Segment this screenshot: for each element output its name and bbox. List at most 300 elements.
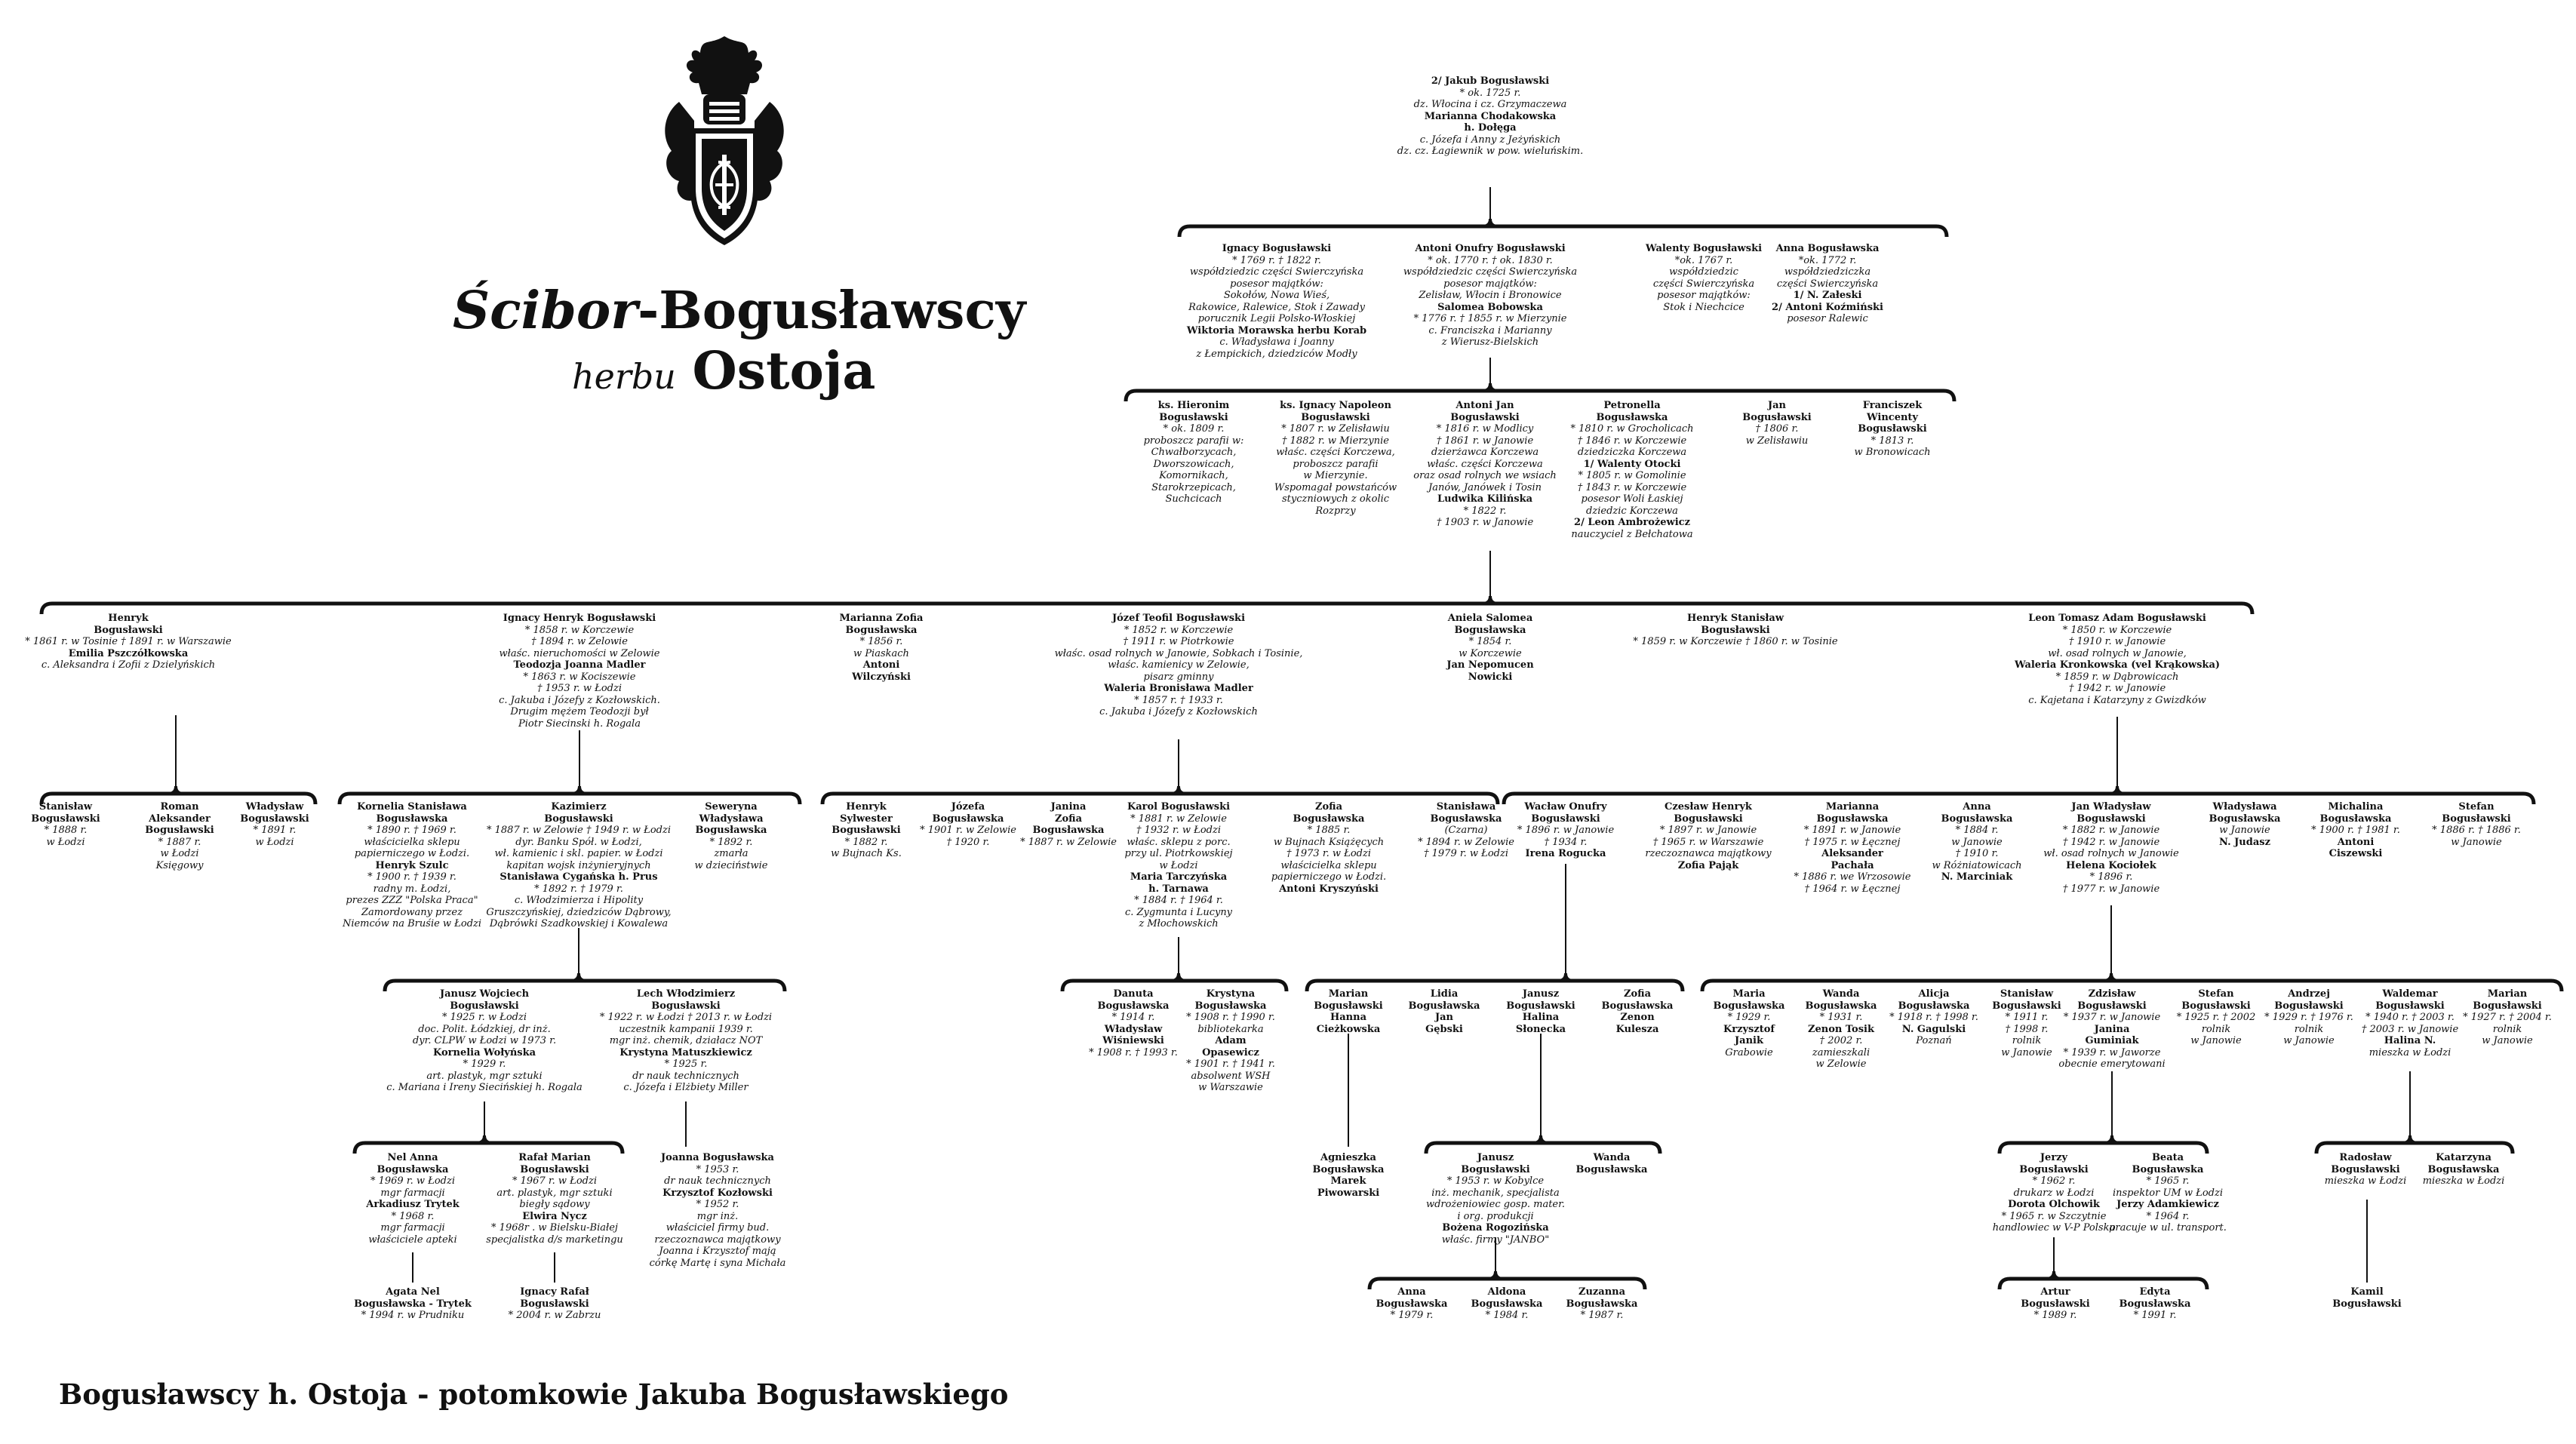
person-line: Lech Włodzimierz [636,988,736,1000]
person-line: c. Jakuba i Józefy z Kozłowskich [1099,706,1258,717]
person-ignacy [1187,243,1366,360]
person-line: Radosław [2339,1152,2392,1163]
person-line: Rozprzy [1315,505,1356,517]
person-line: Marian [2487,988,2528,1000]
person-line: rolnik [2492,1023,2522,1035]
person-line: Bogusławski [1159,411,1228,423]
person-line: Rakowice, Ralewice, Stok i Zawady [1188,301,1365,313]
person-line: rzeczoznawca majątkowy [1645,848,1772,859]
person-line: Aniela Salomea [1447,613,1533,624]
person-line: mgr farmacji [380,1222,445,1234]
person-line: * 1962 r. [2032,1175,2076,1187]
person-line: dziedziczka Korczewa [1577,447,1687,458]
person-line: * 1886 r. † 1886 r. [2432,825,2521,836]
person-line: * ok. 1809 r. [1163,423,1225,435]
person-line: c. Kajetana i Katarzyny z Gwizdków [2028,694,2206,706]
person-line: obecnie emerytowani [2058,1058,2166,1070]
person-line: Bogusławski [2331,1163,2400,1175]
person-line: * 1890 r. † 1969 r. [367,825,456,836]
person-line: * 1856 r. [859,636,903,647]
person-line: † 1920 r. [946,836,990,848]
person-line: Jan [1767,400,1787,411]
person-line: w Janowie [2190,1035,2242,1046]
person-line: Jan Władysław [2071,801,2151,813]
person-lidia [1409,988,1480,1035]
person-line: c. Aleksandra i Zofii z Dzielyńskich [41,659,216,671]
person-line: * 1991 r. [2133,1310,2177,1321]
person-line: Bogusławski [2077,1000,2147,1012]
person-line: † 1977 r. w Janowie [2062,883,2160,895]
person-line: właśc. firmy "JANBO" [1441,1234,1550,1246]
person-line: Roman [160,801,199,813]
person-line: Zofia [1623,988,1652,1000]
person-line: Bogusławska [1601,1000,1674,1012]
person-line: Janina [2094,1023,2130,1035]
person-line: w Różniatowicach [1932,859,2022,871]
person-line: Bożena Rogozińska [1442,1222,1549,1234]
person-line: * 1892 r. † 1979 r. [534,883,623,895]
person-line: właśc. sklepu z porc. [1127,836,1231,848]
person-line: Krystyna [1206,988,1256,1000]
person-line: * 1888 r. [44,825,88,836]
person-line: Józefa [951,801,985,813]
person-line: Bogusławska [1430,813,1502,825]
person-line: Andrzej [2288,988,2330,1000]
person-line: właściciel firmy bud. [666,1222,770,1234]
person-line: Bogusławski [1314,1000,1383,1012]
person-line: Bogusławska [2119,1298,2191,1310]
person-line: Bogusławska [1194,1000,1267,1012]
person-line: Władysława [2212,801,2277,813]
person-line: * 1882 r. [844,836,888,848]
person-line: * 1884 r. [1955,825,1999,836]
person-henryk-syl [831,801,902,860]
person-line: Bogusławska [1408,1000,1480,1012]
person-line: Emilia Pszczółkowska [68,647,189,659]
person-line: * 1964 r. [2146,1210,2190,1222]
person-stanislaw1 [31,801,100,848]
person-line: dr nauk technicznych [664,1175,771,1187]
person-danuta [1089,988,1178,1058]
person-edyta [2120,1286,2191,1322]
person-janusz3 [1426,1152,1565,1246]
person-line: c. Włodzimierza i Hipolity [514,895,644,906]
person-line: i org. produkcji [1457,1210,1534,1222]
person-line: c. Józefa i Anny z Jeżyńskich [1419,134,1561,146]
person-line: współdziedziczka [1784,266,1871,278]
person-line: Anna Bogusławska [1775,243,1880,254]
person-line: * 1859 r. w Dąbrowicach [2055,671,2179,683]
person-line: * 1897 r. w Janowie [1659,825,1757,836]
person-line: † 1861 r. w Janowie [1436,435,1534,447]
person-kornelia [343,801,481,930]
person-line: dyr. CLPW w Łodzi w 1973 r. [412,1035,557,1046]
person-line: Bogusławski [1742,411,1812,423]
person-line: Marian [1328,988,1369,1000]
person-line: * 1805 r. w Gomolinie [1578,470,1686,481]
person-line: Kamil [2350,1286,2384,1298]
person-line: z Łempickich, dziedziców Modły [1196,348,1357,360]
person-joanna [650,1152,786,1269]
person-michalina [2311,801,2400,860]
person-line: Bogusławska [2132,1163,2204,1175]
person-line: * 1953 r. w Kobylce [1446,1175,1545,1187]
person-line: Henryk Stanisław [1686,613,1784,624]
person-line: w Janowie [2283,1035,2335,1046]
person-line: * 1807 r. w Zelisławiu [1281,423,1390,435]
person-line: Maria Tarczyńska [1130,871,1228,883]
person-rafal [486,1152,623,1246]
person-line: † 1934 r. [1544,836,1588,848]
person-line: Krzysztof Kozłowski [662,1187,773,1199]
person-line: Bogusławska [932,813,1004,825]
person-line: współdziedzic części Swierczyńska [1189,266,1364,278]
person-line: h. Tarnawa [1148,883,1209,895]
person-stefan1 [2432,801,2521,848]
person-line: Gruszczyńskiej, dziedziców Dąbrowy, [486,906,672,918]
person-line: Marianna Zofia [839,613,924,624]
person-line: Bogusławski [31,813,100,825]
person-line: * 1968 r. [391,1210,435,1222]
person-line: Bogusławska [1097,1000,1170,1012]
person-line: * 1886 r. we Wrzosowie [1794,871,1911,883]
person-line: Wiśniewski [1102,1035,1164,1046]
person-line: † 1942 r. w Janowie [2068,683,2166,694]
person-line: rolnik [2201,1023,2231,1035]
person-line: Zenon Tosik [1808,1023,1874,1035]
person-line: Bogusławska [2427,1163,2500,1175]
person-line: Słonecka [1515,1023,1566,1035]
person-line: * 1969 r. w Łodzi [370,1175,455,1187]
person-line: Joanna Bogusławska [661,1152,774,1163]
person-line: N. Judasz [2219,836,2270,848]
person-line: dz. Włocina i cz. Grzymaczewa [1413,99,1567,110]
person-line: Anna [1963,801,1991,813]
person-line: Bogusławska [1596,411,1668,423]
person-line: † 1806 r. [1755,423,1799,435]
person-janusz2 [1506,988,1575,1035]
person-zofia1 [1271,801,1386,895]
person-line: w Łodzi [1159,859,1198,871]
person-line: proboszcz parafii w: [1143,435,1244,447]
person-line: Anna [1397,1286,1426,1298]
person-line: Bogusławski [1992,1000,2061,1012]
person-line: rzeczoznawca majątkowy [654,1234,781,1246]
page-title [453,281,1025,341]
person-line: *ok. 1772 r. [1798,254,1857,266]
person-line: Bogusławska [1312,1163,1385,1175]
person-line: rolnik [2294,1023,2324,1035]
person-radoslaw [2325,1152,2407,1187]
person-line: Dąbrówki Szadkowskiej i Kowalewa [489,918,669,929]
person-line: uczestnik kampanii 1939 r. [619,1023,753,1035]
person-line: Bogusławska [1293,813,1365,825]
person-line: * 1850 r. w Korczewie [2062,624,2172,636]
person-line: Bogusławska [1376,1298,1448,1310]
person-anna1 [1772,243,1883,325]
person-line: Stok i Niechcice [1663,301,1744,313]
person-line: Franciszek [1862,400,1923,411]
person-line: Antoni Jan [1456,400,1514,411]
person-line: Bogusławski [1531,813,1600,825]
person-line: Kornelia Wołyńska [432,1046,536,1058]
person-line: * 2004 r. w Zabrzu [508,1310,601,1321]
person-czeslaw [1645,801,1771,871]
person-line: Stanisław [2000,988,2054,1000]
person-line: styczniowych z okolic [1281,493,1390,505]
person-line: ks. Ignacy Napoleon [1280,400,1391,411]
person-line: Petronella [1603,400,1661,411]
person-henryk-stan [1633,613,1837,648]
person-line: † 1911 r. w Piotrkowie [1123,636,1234,647]
person-line: Bogusławska [376,813,448,825]
person-line: w Zelowie [1815,1058,1867,1070]
person-line: części Swierczyńska [1652,278,1755,290]
person-line: Wincenty [1867,411,1918,423]
person-line: * 1854 r. [1468,636,1512,647]
person-line: Bogusławski [1701,624,1770,636]
person-line: Władysława [699,813,764,825]
person-line: z Wierusz-Bielskich [1441,336,1539,348]
person-lech [600,988,772,1094]
person-line: Bogusławska [1575,1163,1648,1175]
person-line: Rafał Marian [518,1152,591,1163]
title-herbu: herbu [572,356,676,397]
person-line: * 1852 r. w Korczewie [1124,624,1234,636]
person-line: Wiktoria Morawska herbu Korab [1186,324,1367,336]
person-line: Kornelia Stanisława [357,801,467,813]
person-line: Zuzanna [1578,1286,1626,1298]
person-line: * 1892 r. [709,836,753,848]
person-line: w dzieciństwie [694,859,768,871]
person-wladyslawa [2209,801,2281,848]
person-line: * 1952 r. [696,1199,739,1210]
person-line: * 1940 r. † 2003 r. [2365,1012,2455,1023]
person-line: Bogusławski [2375,1000,2445,1012]
person-aniela [1446,613,1533,683]
person-line: Antoni Kryszyński [1279,883,1379,895]
person-line: † 1910 r. [1955,848,1999,859]
person-ignacy-henryk [499,613,660,730]
person-line: inż. mechanik, specjalista [1431,1187,1560,1199]
person-line: Seweryna [705,801,758,813]
title-surname: -Bogusławscy [638,281,1026,341]
person-antoni-jan [1413,400,1557,529]
person-line: * 1863 r. w Kociszewie [523,671,636,683]
person-line: 2/ Antoni Koźmiński [1772,301,1883,313]
person-line: Elwira Nycz [522,1210,587,1222]
person-line: Bogusławski [2021,1298,2090,1310]
person-line: Poznań [1916,1035,1952,1046]
person-line: Zofia [1054,813,1083,825]
person-line: w Zelisławiu [1745,435,1809,447]
person-line: Antoni [862,659,900,671]
person-line: Maria [1732,988,1766,1000]
person-line: posesor majątków: [1443,278,1537,290]
person-line: * 1881 r. w Zelowie [1130,813,1227,825]
person-line: * 1857 r. † 1933 r. [1134,694,1223,706]
person-line: w Bujnach Książęcych [1273,836,1385,848]
person-line: * 1939 r. w Jaworze [2063,1046,2161,1058]
person-line: mieszka w Łodzi [2324,1175,2407,1187]
person-line: 1/ N. Załeski [1793,290,1862,301]
person-anna3 [1376,1286,1448,1322]
person-line: Marianna [1825,801,1880,813]
person-line: zmarła [714,848,749,859]
person-line: Stefan [2458,801,2495,813]
person-janusz-w [386,988,583,1094]
person-line: † 1953 r. w Łodzi [536,683,622,694]
person-line: Niemców na Bruśie w Łodzi [342,918,482,929]
person-line: Nel Anna [387,1152,438,1163]
person-line: * ok. 1770 r. † ok. 1830 r. [1428,254,1553,266]
person-line: * 1887 r. w Zelowie † 1949 r. w Łodzi [486,825,671,836]
person-line: Michalina [2328,801,2384,813]
person-line: właśc. kamienicy w Zelowie, [1108,659,1250,671]
person-ignacy-rafal [509,1286,601,1322]
person-line: Bogusławski [1506,1000,1575,1012]
person-line: Bogusławska [2319,813,2392,825]
person-line: Waleria Bronisława Madler [1104,683,1253,694]
person-line: * 1979 r. [1390,1310,1434,1321]
person-line: Marianna Chodakowska [1424,110,1557,122]
person-line: Bogusławski [832,825,901,836]
person-line: Zenon [1620,1012,1655,1023]
person-line: pisarz gminny [1143,671,1214,683]
person-line: * 1822 r. [1463,505,1507,517]
person-line: Bogusławski [651,1000,721,1012]
person-line: w Bronowicach [1854,447,1931,458]
person-line: Zelisław, Włocin i Bronowice [1419,290,1562,301]
person-line: wł. kamienic i skl. papier. w Łodzi [494,848,663,859]
person-line: Agnieszka [1320,1152,1376,1163]
person-line: Bogusławska [1805,1000,1877,1012]
person-line: Henryk [846,801,887,813]
person-line: Bogusławski [2181,1000,2251,1012]
person-line: w Janowie [2001,1046,2052,1058]
person-line: Opasewicz [1202,1046,1259,1058]
person-line: * 1908 r. † 1990 r. [1186,1012,1275,1023]
title-herb: Ostoja [692,341,876,401]
person-line: 2/ Leon Ambrożewicz [1574,517,1690,528]
person-line: Irena Rogucka [1525,848,1606,859]
person-wanda2 [1576,1152,1648,1175]
person-line: Wanda [1593,1152,1631,1163]
person-line: mieszka w Łodzi [2369,1046,2452,1058]
person-line: właścicielka sklepu [364,836,460,848]
person-line: * 1896 r. [2089,871,2133,883]
person-line: Danuta [1113,988,1154,1000]
person-line: mgr inż. [696,1210,739,1222]
person-jan1 [1742,400,1811,447]
person-line: Suchcicach [1165,493,1222,505]
person-line: Beata [2151,1152,2184,1163]
person-line: właścicielka sklepu [1280,859,1377,871]
person-alicja [1889,988,1978,1047]
person-line: * 1887 r. [158,836,201,848]
person-line: Jan [1434,1012,1454,1023]
person-line: Halina N. [2384,1035,2436,1046]
person-line: Arkadiusz Trytek [366,1199,460,1210]
person-line: w Łodzi [46,836,85,848]
person-line: Hanna [1329,1012,1367,1023]
person-line: Wanda [1822,988,1860,1000]
person-line: † 1903 r. w Janowie [1436,517,1534,528]
person-line: mgr farmacji [380,1187,445,1199]
person-line: * 1918 r. † 1998 r. [1889,1012,1978,1023]
person-waldemar [2362,988,2458,1058]
person-line: Janina [1050,801,1087,813]
person-henryk [25,613,231,671]
person-line: * 1908 r. † 1993 r. [1089,1046,1178,1058]
person-line: Marek [1330,1175,1366,1187]
person-line: w Korczewie [1459,647,1522,659]
person-line: * 1989 r. [2033,1310,2077,1321]
person-line: Antoni [2337,836,2375,848]
person-line: Bogusławski [1301,411,1370,423]
person-line: Joanna i Krzysztof mają [659,1246,776,1257]
person-line: Agata Nel [386,1286,440,1298]
person-line: * 1885 r. [1307,825,1351,836]
person-stanislawa [1418,801,1514,860]
person-line: wł. osad rolnych w Janowie, [2048,647,2187,659]
person-zofia2 [1602,988,1674,1035]
person-line: porucznik Legii Polsko-Włoskiej [1197,313,1356,324]
person-stefan2 [2177,988,2256,1047]
person-line: właśc. części Korczewa [1427,458,1543,470]
person-line: w Warszawie [1198,1082,1263,1093]
person-line: Zamordowany przez [361,906,463,918]
person-line: * 1929 r. † 1976 r. [2264,1012,2353,1023]
person-line: † 1973 r. w Łodzi [1286,848,1371,859]
person-line: Piotr Siecinski h. Rogala [518,717,641,730]
person-line: Bogusławski [2076,813,2146,825]
person-zuzanna [1566,1286,1638,1322]
person-line: drukarz w Łodzi [2013,1187,2095,1199]
person-line: Bogusławski [240,813,309,825]
person-line: * 1968r . w Bielsku-Białej [491,1222,618,1234]
person-karol [1124,801,1232,930]
person-line: Teodozja Joanna Madler [513,659,646,671]
person-marianna-zofia [840,613,924,683]
person-line: * 1891 r. w Janowie [1803,825,1901,836]
person-line: w Łodzi [255,836,294,848]
person-line: inspektor UM w Łodzi [2112,1187,2223,1199]
person-line: Karol Bogusławski [1127,801,1231,813]
person-line: w Janowie [2451,836,2502,848]
person-line: Dworszowicach, [1153,458,1234,470]
person-line: Księgowy [155,859,204,871]
person-line: * 1901 r. † 1941 r. [1186,1058,1275,1070]
person-line: Salomea Bobowska [1437,301,1543,313]
person-jozefa [920,801,1016,848]
person-line: dr nauk technicznych [632,1070,739,1082]
person-line: † 1975 r. w Łęcznej [1804,836,1901,848]
person-line: * 1965 r. [2146,1175,2190,1187]
person-line: nauczyciel z Bełchatowa [1571,528,1693,540]
page-subtitle [572,341,876,401]
person-line: rolnik [2012,1035,2042,1046]
person-line: pracuje w ul. transport. [2109,1222,2227,1234]
person-line: Aleksander [1821,848,1883,859]
person-line: † 2002 r. [1819,1035,1863,1046]
person-line: * 1965 r. w Szczytnie [2001,1210,2107,1222]
person-line: c. Jakuba i Józefy z Kozłowskich. [499,694,660,706]
person-line: części Swierczyńska [1776,278,1879,290]
person-line: dzierżawca Korczewa [1431,447,1539,458]
person-line: w Łodzi [160,848,199,859]
person-line: Leon Tomasz Adam Bogusławski [2028,613,2206,624]
